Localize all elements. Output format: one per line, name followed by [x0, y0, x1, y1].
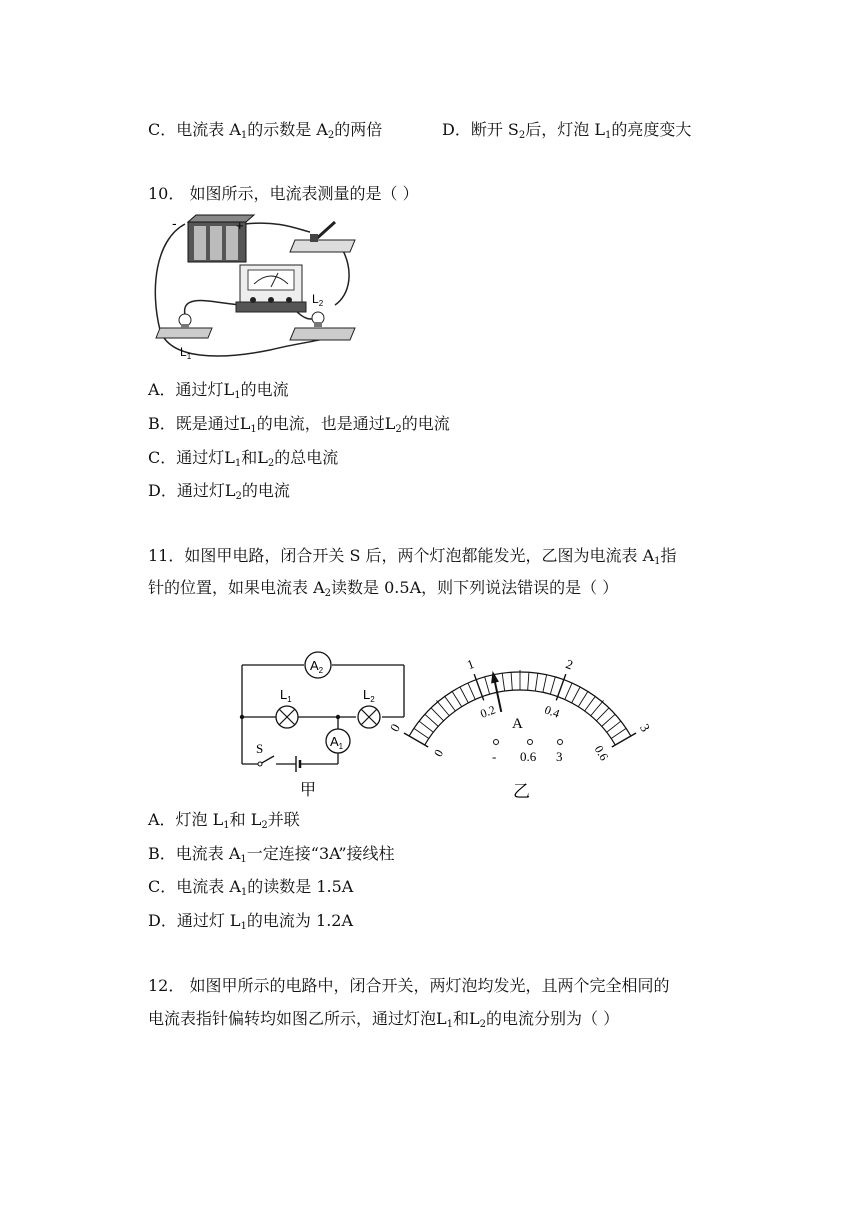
subscript: 2	[261, 820, 268, 831]
subscript: 2	[324, 588, 332, 599]
q11-stem-line2	[148, 578, 618, 598]
q9-option-c-text: 的两倍	[334, 120, 383, 139]
q10-option-d	[148, 481, 290, 501]
q10-stem: 10． 如图所示，电流表测量的是（ ）	[148, 184, 419, 203]
subscript: 2	[479, 1019, 487, 1030]
dial-tick	[602, 714, 615, 726]
subscript: 1	[240, 921, 247, 932]
terminal-minus	[494, 740, 499, 745]
q12-stem-text: 电流表指针偏转均如图乙所示，通过灯泡L	[148, 1009, 447, 1028]
q9-option-c	[148, 120, 382, 140]
figure-caption-jia: 甲	[300, 780, 317, 799]
q11-option-d	[148, 911, 353, 931]
dial-upper-label: 0	[386, 721, 403, 735]
switch-contact	[258, 762, 262, 766]
q10-option-a	[148, 380, 289, 400]
q11-stem-text: 针的位置，如果电流表 A	[148, 578, 325, 597]
terminal-label-0.6: 0.6	[520, 749, 537, 764]
subscript: 1	[234, 390, 241, 401]
dial-tick	[565, 683, 572, 699]
dial-tick	[550, 677, 555, 694]
dial-tick	[607, 721, 621, 732]
junction-dot	[240, 715, 244, 719]
subscript: 1	[223, 820, 230, 831]
dial-tick	[425, 714, 438, 726]
q9-option-d-text: D．断开 S	[442, 120, 519, 139]
subscript: 1	[446, 1019, 454, 1030]
dial-lower-label: 0.6	[591, 743, 612, 763]
dial-tick	[511, 672, 512, 690]
q10-option-b-text: 的电流	[401, 414, 450, 433]
subscript: 2	[395, 424, 402, 435]
q10-option-c-text: 和L	[241, 448, 268, 467]
q10-circuit-photo	[150, 210, 360, 365]
q11-option-a	[148, 810, 300, 830]
subscript: 1	[240, 854, 247, 865]
subscript: 1	[250, 424, 257, 435]
q11-option-d-text: D．通过灯 L	[148, 911, 241, 930]
q12-stem-line2	[148, 1009, 619, 1029]
lamp-l2-label: $L_2$	[363, 687, 375, 704]
q10-option-b	[148, 414, 450, 434]
q11-option-c	[148, 877, 353, 897]
q12-stem-text: 的电流分别为（ ）	[486, 1009, 620, 1028]
dial-lower-label: 0.4	[542, 702, 562, 721]
q9-option-c-text: C．电流表 A	[148, 120, 241, 139]
q9-option-d	[442, 120, 691, 140]
q11-ammeter-dial-yi	[386, 625, 654, 805]
q11-stem-text: 指	[660, 546, 677, 565]
subscript: 1	[604, 130, 612, 141]
dial-tick	[468, 683, 475, 699]
dial-scale	[404, 670, 636, 747]
dial-tick	[535, 673, 538, 691]
q12-stem-text: 和L	[453, 1009, 480, 1028]
dial-upper-label: 3	[637, 721, 654, 735]
q10-option-b-text: 的电流，也是通过L	[256, 414, 396, 433]
q10-option-c-text: 的总电流	[274, 448, 339, 467]
battery-plus-label: +	[236, 218, 244, 233]
dial-tick	[436, 700, 449, 715]
lamp-l1-label: $L_1$	[180, 345, 192, 361]
lamp-l1-label: $L_1$	[280, 687, 292, 704]
lamp-l2-icon	[290, 312, 355, 340]
dial-pointer-head	[491, 671, 499, 684]
battery-icon	[188, 215, 254, 262]
dial-tick	[591, 700, 604, 715]
subscript: 2	[327, 130, 335, 141]
lamp-l1-icon	[156, 314, 212, 338]
q9-option-c-text: 的示数是 A	[247, 120, 328, 139]
q11-option-d-text: 的电流为 1.2A	[246, 911, 354, 930]
lamp-l2-label: $L_2$	[312, 292, 324, 308]
junction-dot	[336, 715, 340, 719]
dial-tick	[419, 721, 433, 732]
dial-tick	[502, 673, 505, 691]
q11-option-c-text: 的读数是 1.5A	[247, 877, 354, 896]
dial-tick	[452, 691, 462, 706]
ammeter-a2-label: $A_2$	[310, 658, 324, 675]
dial-unit-label: A	[512, 716, 523, 732]
subscript: 2	[267, 458, 275, 469]
dial-tick	[485, 677, 490, 694]
q12-stem-line1: 12． 如图甲所示的电路中，闭合开关，两灯泡均发光，且两个完全相同的	[148, 976, 670, 995]
subscript: 2	[235, 491, 242, 502]
dial-tick	[611, 728, 626, 738]
dial-tick	[460, 687, 468, 703]
dial-lower-label: 0.2	[478, 702, 498, 721]
q11-stem-line1	[148, 546, 677, 566]
terminal-3	[558, 740, 563, 745]
dial-upper-label: 1	[464, 656, 477, 673]
dial-tick	[572, 687, 580, 703]
q11-option-b	[148, 844, 395, 864]
switch-s-label: S	[256, 741, 264, 756]
dial-tick	[528, 672, 529, 690]
q10-option-c-text: C．通过灯L	[148, 448, 235, 467]
dial-tick	[596, 708, 609, 721]
subscript: 1	[654, 556, 661, 567]
q11-option-c-text: C．电流表 A	[148, 877, 241, 896]
q10-option-b-text: B．既是通过L	[148, 414, 251, 433]
terminal-label-minus: -	[492, 749, 497, 764]
subscript: 1	[234, 458, 242, 469]
dial-tick	[414, 728, 429, 738]
subscript: 1	[240, 887, 248, 898]
q10-option-d-text: D．通过灯L	[148, 481, 236, 500]
dial-tick	[431, 708, 444, 721]
subscript: 2	[518, 130, 526, 141]
ammeter-a1-label: $A_1$	[330, 734, 344, 751]
dial-tick	[578, 691, 588, 706]
q9-option-d-text: 后，灯泡 L	[525, 120, 605, 139]
ammeter-icon	[236, 265, 306, 312]
terminal-label-3: 3	[556, 749, 563, 764]
q11-option-b-text: B．电流表 A	[148, 844, 241, 863]
dial-tick	[585, 696, 596, 711]
q10-option-d-text: 的电流	[241, 481, 290, 500]
terminal-0.6	[528, 740, 533, 745]
q10-option-c	[148, 448, 338, 468]
subscript: 1	[240, 130, 248, 141]
q11-option-a-text: 并联	[267, 810, 300, 829]
q11-option-a-text: A．灯泡 L	[148, 810, 224, 829]
switch-icon	[290, 222, 355, 252]
q11-option-b-text: 一定连接“3A”接线柱	[246, 844, 395, 863]
q10-option-a-text: 的电流	[240, 380, 289, 399]
dial-lower-label: 0	[431, 746, 447, 760]
dial-upper-label: 2	[563, 656, 576, 673]
q10-option-a-text: A．通过灯L	[148, 380, 235, 399]
q9-option-d-text: 的亮度变大	[611, 120, 692, 139]
battery-minus-label: -	[172, 215, 177, 231]
q11-stem-text: 读数是 0.5A，则下列说法错误的是（ ）	[331, 578, 619, 597]
dial-tick	[543, 675, 547, 693]
q11-stem-text: 11．如图甲电路，闭合开关 S 后，两个灯泡都能发光，乙图为电流表 A	[148, 546, 655, 565]
figure-caption-yi: 乙	[513, 782, 530, 802]
dial-tick	[445, 696, 456, 711]
q11-option-a-text: 和 L	[229, 810, 262, 829]
